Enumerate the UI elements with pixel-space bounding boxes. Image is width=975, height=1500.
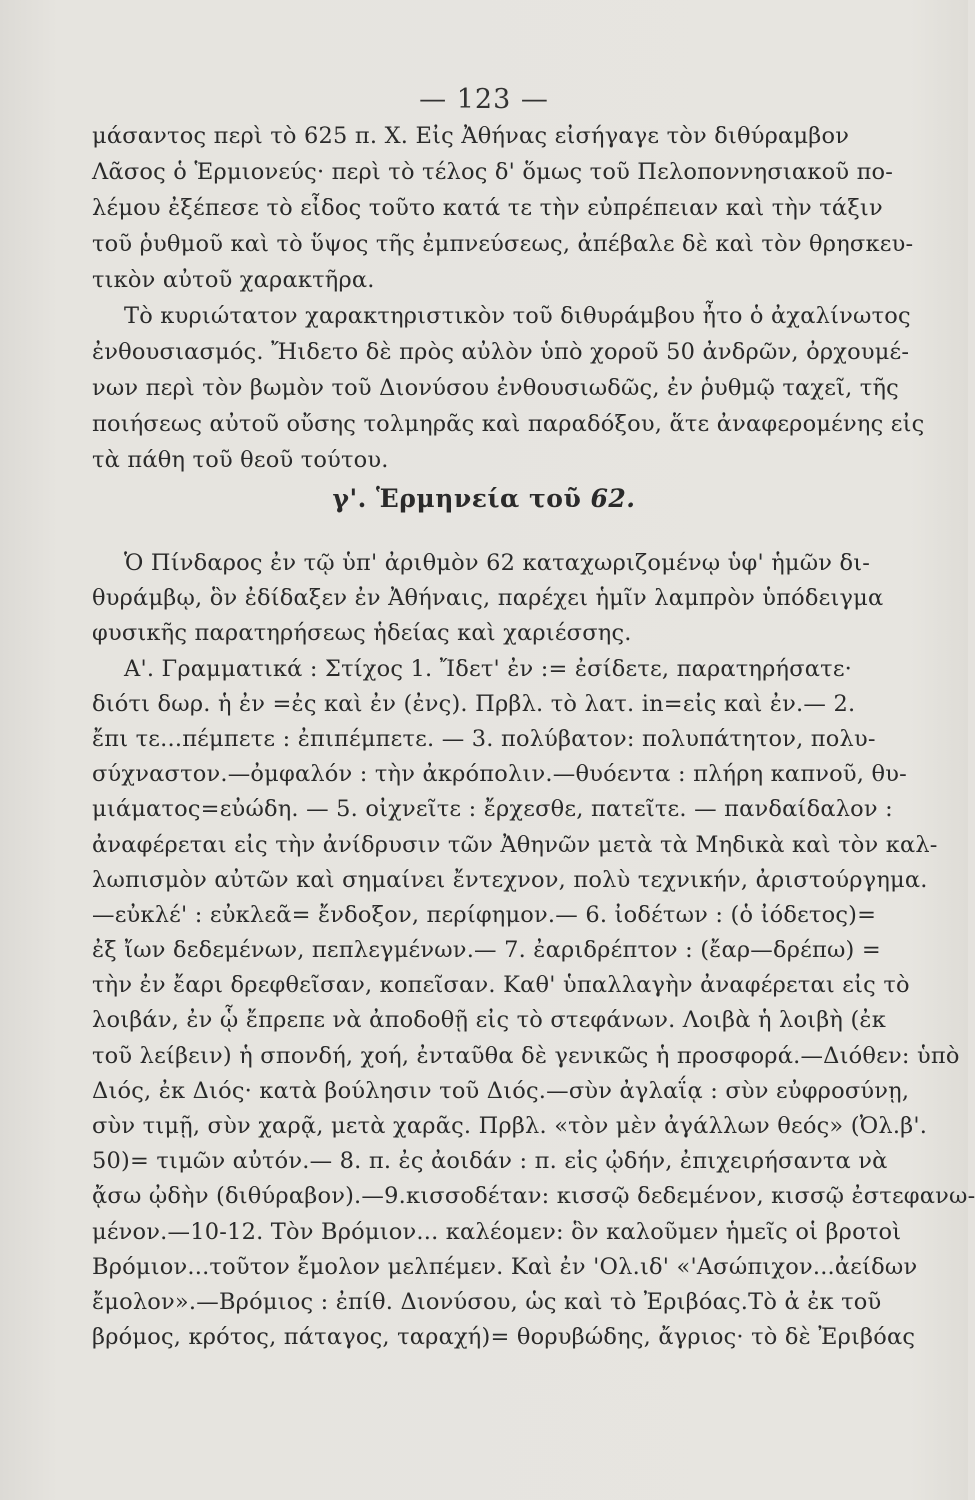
text-line: τὰ πάθη τοῦ θεοῦ τούτου. [92, 447, 389, 473]
text-line: ἐνθουσιασμός. Ἤιδετο δὲ πρὸς αὐλὸν ὑπὸ χοροῦ 50 ἀνδρῶν, ὀρχουμέ- [92, 339, 910, 365]
text-line: τοῦ λείβειν) ἡ σπονδή, χοή, ἐνταῦθα δὲ γενικῶς ἡ προσφορά.—Διόθεν: ὑπὸ [92, 1042, 960, 1069]
commentary-text [92, 546, 975, 1355]
section-heading-title: γ'. Ἑρμηνεία τοῦ [332, 484, 591, 513]
section-heading [0, 484, 968, 513]
intro-text [92, 118, 925, 478]
text-line: ᾄσω ᾠδὴν (διθύραβον).—9.κισσοδέταν: κισσῷ δεδεμένον, κισσῷ ἐστεφανω- [92, 1183, 975, 1210]
text-line: διότι δωρ. ἡ ἐν =ἐς καὶ ἐν (ἐνς). Πρβλ. τὸ λατ. in=εἰς καὶ ἐν.— 2. [92, 690, 856, 717]
text-line: λέμου ἐξέπεσε τὸ εἶδος τοῦτο κατά τε τὴν εὐπρέπειαν καὶ τὴν τάξιν [92, 195, 883, 221]
text-line: Βρόμιον...τοῦτον ἔμολον μελπέμεν. Καὶ ἐν 'Ολ.ιδ' «'Ασώπιχον...ἀείδων [92, 1253, 918, 1280]
text-line: ἀναφέρεται εἰς τὴν ἀνίδρυσιν τῶν Ἀθηνῶν μετὰ τὰ Μηδικὰ καὶ τὸν καλ- [92, 831, 938, 858]
text-line: τοῦ ῥυθμοῦ καὶ τὸ ὕψος τῆς ἐμπνεύσεως, ἀπέβαλε δὲ καὶ τὸν θρησκευ- [92, 231, 914, 257]
text-line: Λᾶσος ὁ Ἑρμιονεύς· περὶ τὸ τέλος δ' ὅμως τοῦ Πελοποννησιακοῦ πο- [92, 159, 894, 185]
text-line: 50)= τιμῶν αὐτόν.— 8. π. ἐς ἀοιδάν : π. εἰς ᾠδήν, ἐπιχειρήσαντα νὰ [92, 1148, 888, 1175]
text-line: νων περὶ τὸν βωμὸν τοῦ Διονύσου ἐνθουσιωδῶς, ἐν ῥυθμῷ ταχεῖ, τῆς [92, 375, 899, 401]
page-number: — 123 — [419, 84, 549, 115]
text-line: μάσαντος περὶ τὸ 625 π. Χ. Εἰς Ἀθήνας εἰσήγαγε τὸν διθύραμβον [92, 123, 850, 149]
text-line: Α'. Γραμματικά : Στίχος 1. Ἴδετ' ἐν := ἐσίδετε, παρατηρήσατε· [124, 655, 853, 682]
text-line: φυσικῆς παρατηρήσεως ἡδείας καὶ χαριέσσης. [92, 620, 632, 647]
text-line: ποιήσεως αὐτοῦ οὔσης τολμηρᾶς καὶ παραδόξου, ἅτε ἀναφερομένης εἰς [92, 411, 925, 437]
text-line: Ὁ Πίνδαρος ἐν τῷ ὑπ' ἀριθμὸν 62 καταχωριζομένῳ ὑφ' ἡμῶν δι- [124, 550, 871, 576]
text-line: μένον.—10-12. Τὸν Βρόμιον... καλέομεν: ὃν καλοῦμεν ἡμεῖς οἱ βροτοὶ [92, 1218, 902, 1245]
text-line: βρόμος, κρότος, πάταγος, ταραχή)= θορυβώδης, ἄγριος· τὸ δὲ Ἐριβόας [92, 1324, 916, 1351]
text-line: Τὸ κυριώτατον χαρακτηριστικὸν τοῦ διθυράμβου ἦτο ὁ ἀχαλίνωτος [124, 303, 911, 329]
text-line: τικὸν αὐτοῦ χαρακτῆρα. [92, 267, 375, 293]
section-heading-number: 62. [590, 484, 636, 513]
text-line: μιάματος=εὐώδη. — 5. οἰχνεῖτε : ἔρχεσθε, πατεῖτε. — πανδαίδαλον : [92, 796, 893, 823]
text-line: θυράμβῳ, ὃν ἐδίδαξεν ἐν Ἀθήναις, παρέχει ἡμῖν λαμπρὸν ὑπόδειγμα [92, 585, 884, 612]
text-line: σὺν τιμῇ, σὺν χαρᾷ, μετὰ χαρᾶς. Πρβλ. «τὸν μὲν ἀγάλλων θεός» (Ὀλ.β'. [92, 1113, 928, 1139]
text-line: ἐξ ἴων δεδεμένων, πεπλεγμένων.— 7. ἐαριδρέπτον : (ἔαρ—δρέπω) = [92, 937, 881, 964]
text-line: ἔπι τε...πέμπετε : ἐπιπέμπετε. — 3. πολύβατον: πολυπάτητον, πολυ- [92, 725, 876, 752]
text-line: τὴν ἐν ἔαρι δρεφθεῖσαν, κοπεῖσαν. Καθ' ὑπαλλαγὴν ἀναφέρεται εἰς τὸ [92, 972, 910, 999]
text-line: λοιβάν, ἐν ᾧ ἔπρεπε νὰ ἀποδοθῇ εἰς τὸ στεφάνων. Λοιβὰ ἡ λοιβὴ (ἐκ [92, 1007, 886, 1034]
text-line: λωπισμὸν αὐτῶν καὶ σημαίνει ἔντεχνον, πολὺ τεχνικήν, ἀριστούργημα. [92, 866, 928, 893]
text-line: Διός, ἐκ Διός· κατὰ βούλησιν τοῦ Διός.—σὺν ἀγλαΐᾳ : σὺν εὐφροσύνῃ, [92, 1077, 910, 1104]
text-line: —εὐκλέ' : εὐκλεᾶ= ἔνδοξον, περίφημον.— 6. ἰοδέτων : (ὁ ἰόδετος)= [92, 901, 877, 928]
text-line: ἔμολον».—Βρόμιος : ἐπίθ. Διονύσου, ὡς καὶ τὸ Ἐριβόας.Τὸ ἀ ἐκ τοῦ [92, 1288, 882, 1315]
text-line: σύχναστον.—ὀμφαλόν : τὴν ἀκρόπολιν.—θυόεντα : πλήρη καπνοῦ, θυ- [92, 761, 907, 788]
